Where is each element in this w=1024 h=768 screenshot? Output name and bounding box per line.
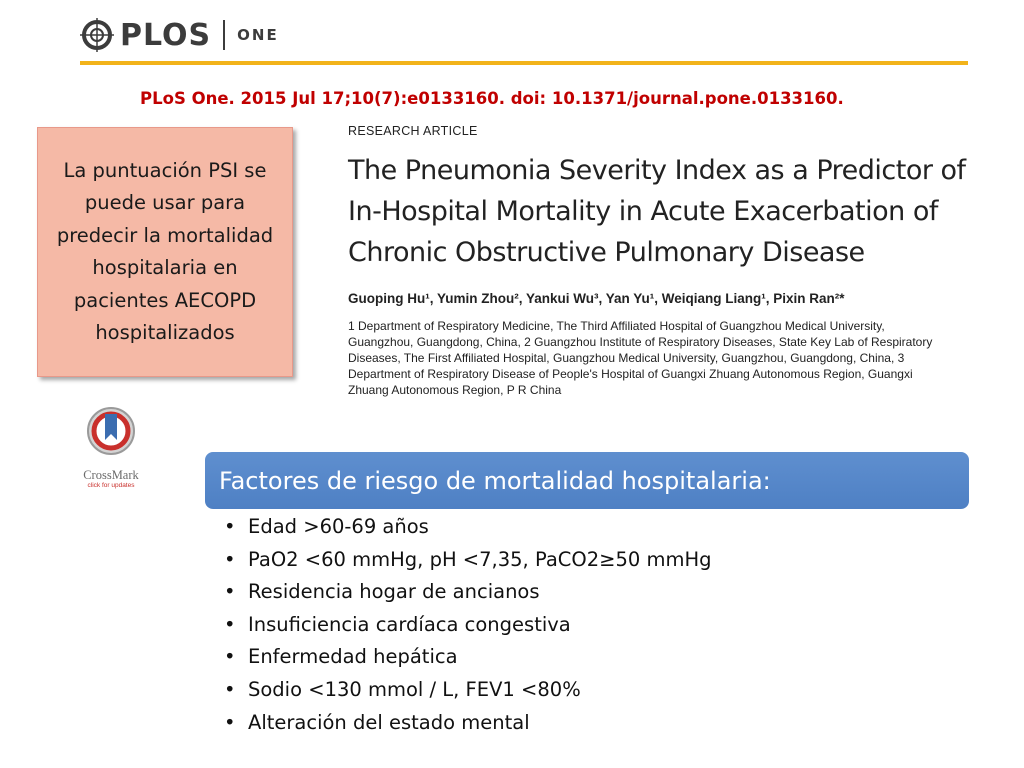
plos-emblem-icon: [80, 18, 114, 52]
crossmark-label: CrossMark: [83, 468, 139, 482]
risk-factor-text: Alteración del estado mental: [248, 710, 530, 734]
risk-factors-list: [224, 511, 712, 739]
bullet-icon: •: [224, 677, 236, 701]
bullet-icon: •: [224, 580, 236, 604]
plos-one-logo: [80, 14, 279, 56]
risk-factor-text: Insuficiencia cardíaca congestiva: [248, 612, 571, 636]
crossmark-icon: [85, 405, 137, 461]
risk-factor-text: Residencia hogar de ancianos: [248, 580, 540, 604]
article-authors: Guoping Hu¹, Yumin Zhou², Yankui Wu³, Yan Yu¹, Weiqiang Liang¹, Pixin Ran²*: [348, 291, 845, 306]
bullet-icon: •: [224, 710, 236, 734]
logo-separator: [223, 20, 225, 50]
list-item: [224, 544, 712, 577]
summary-callout-text: La puntuación PSI se puede usar para predecir la mortalidad hospitalaria en pacientes AECOPD hospitalizados: [56, 158, 274, 344]
article-type-label: RESEARCH ARTICLE: [348, 124, 478, 138]
list-item: [224, 609, 712, 642]
bullet-icon: •: [224, 515, 236, 538]
crossmark-sublabel: click for updates: [87, 482, 135, 489]
header-rule: [80, 61, 968, 65]
list-item: [224, 641, 712, 674]
risk-factors-header: [205, 452, 969, 509]
plos-wordmark: PLOS: [120, 17, 212, 53]
list-item: [224, 674, 712, 707]
summary-callout: [37, 127, 293, 377]
citation-line: PLoS One. 2015 Jul 17;10(7):e0133160. doi: 10.1371/journal.pone.0133160.: [140, 89, 844, 108]
article-affiliations: 1 Department of Respiratory Medicine, The Third Affiliated Hospital of Guangzhou Medical University, Guangzhou, Guangdong, China, 2 Guangzhou Institute of Respiratory Diseases, State Key Lab of Respiratory Diseases, The First Affiliated Hospital, Guangzhou Medical University, Guangzhou, Guangdong, China, 3 Department of Respiratory Disease of People's Hospital of Guangxi Zhuang Autonomous Region, Guangxi Zhuang Autonomous Region, P R China: [348, 319, 933, 397]
risk-factor-text: Edad >60-69 años: [248, 515, 429, 538]
list-item: [224, 707, 712, 740]
crossmark-badge[interactable]: [78, 405, 144, 489]
list-item: [224, 511, 712, 544]
risk-factor-text: PaO2 <60 mmHg, pH <7,35, PaCO2≥50 mmHg: [248, 547, 712, 571]
risk-factors-title: Factores de riesgo de mortalidad hospitalaria:: [219, 466, 771, 495]
plos-one-suffix: ONE: [237, 26, 279, 44]
bullet-icon: •: [224, 645, 236, 669]
article-excerpt: [348, 124, 988, 398]
list-item: [224, 576, 712, 609]
risk-factor-text: Sodio <130 mmol / L, FEV1 <80%: [248, 677, 581, 701]
article-title: The Pneumonia Severity Index as a Predictor of In-Hospital Mortality in Acute Exacerbation of Chronic Obstructive Pulmonary Disease: [348, 155, 966, 268]
risk-factor-text: Enfermedad hepática: [248, 645, 458, 669]
bullet-icon: •: [224, 547, 236, 571]
bullet-icon: •: [224, 612, 236, 636]
